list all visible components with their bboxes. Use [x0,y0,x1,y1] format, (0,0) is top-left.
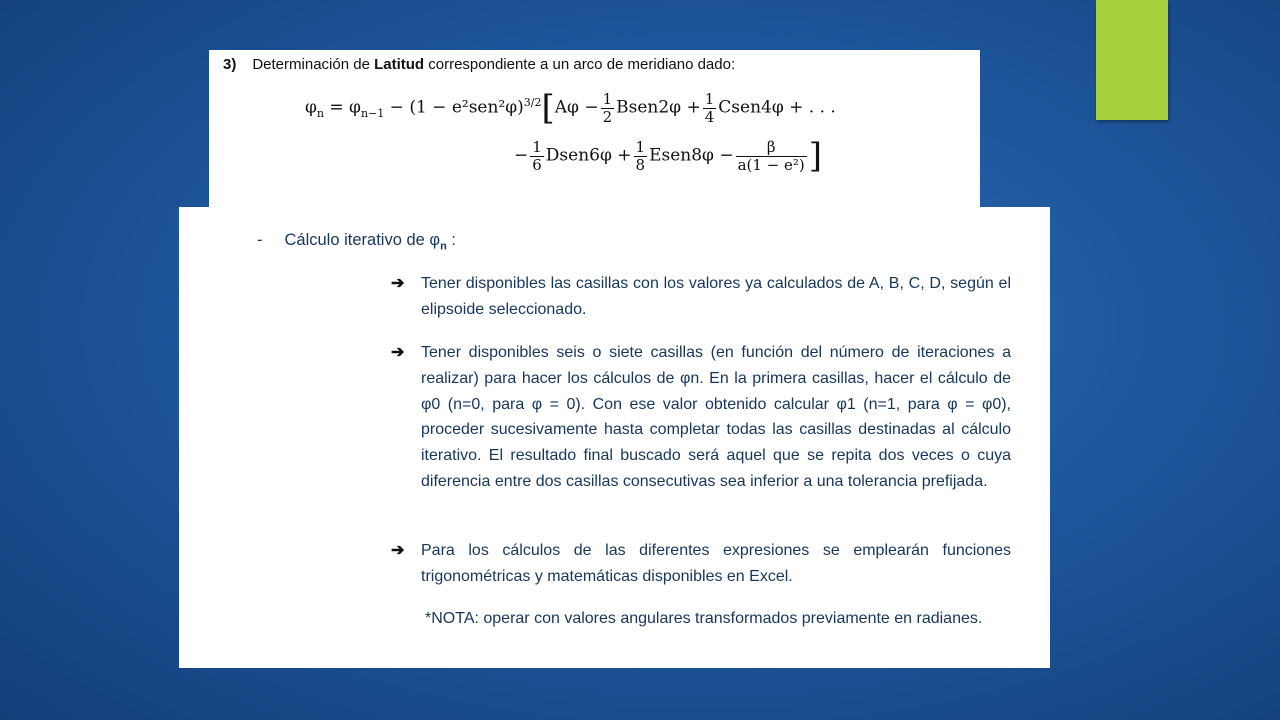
bullet-1 [391,271,1011,323]
note-text: *NOTA: operar con valores angulares transformados previamente en radianes. [425,610,983,627]
bullet-3 [391,538,1011,590]
heading-post: correspondiente a un arco de meridiano dado: [424,56,736,73]
term-b: Bsen2φ + [616,97,701,118]
dash-marker: - [257,231,263,249]
term-c: Csen4φ + . . . [718,97,836,118]
formula-factor-sup: 3/2 [523,95,542,109]
term-e: Esen8φ − [649,145,734,166]
term-a: Aφ − [554,97,599,118]
fraction-2: $\frac{1}{4}$ [704,89,715,126]
bullet-2 [391,340,1011,495]
heading-pre: Determinación de [252,56,375,73]
arrow-right-icon: ➔ [391,344,405,361]
fraction-1: $\frac{1}{2}$ [602,89,613,126]
formula-eq-sub: n−1 [360,106,385,120]
fraction-4: $\frac{1}{8}$ [635,137,646,174]
section-heading [223,56,735,73]
text-image-panel [179,207,1050,668]
accent-bar [1096,0,1168,120]
bullet-2-text: Tener disponibles seis o siete casillas (en función del número de iteraciones a realizar) para hacer los cálculos de φn. En la primera casillas, hacer el cálculo de φ0 (n=0, para φ = 0). Con ese valor obtenido calcular φ1 (n=1, para φ = φ0), proceder sucesivamente hasta completar todas las casillas destinadas al cálculo iterativo. El resultado final buscado será aquel que se repita dos veces o cuya diferencia entre dos casillas consecutivas sea inferior a una tolerancia prefijada. [421,344,1011,490]
fraction-5: $\frac{\beta}{\text{a(1 − e²)}}$ [737,137,805,174]
bullet-1-text: Tener disponibles las casillas con los valores ya calculados de A, B, C, D, según el elipsoide seleccionado. [421,275,1011,318]
heading-bold: Latitud [374,56,425,73]
formula-eq: = φ [324,97,361,118]
arrow-right-icon: ➔ [391,542,405,559]
item-label: Cálculo iterativo de φ [284,231,441,249]
formula-line-1: $\varphi_n = \varphi_{n-1} - (1 - e^2sen^2\varphi)^{3/2}[A\varphi$ − $\frac{1}{2}$ Bsen2φ + $\frac{1}{4}$ Csen4φ + . . . [305,88,836,128]
item-label-sub: n [440,240,447,253]
fraction-3: $\frac{1}{6}$ [532,137,542,174]
section-number: 3) [223,56,237,73]
formula-factor: − (1 − e²sen²φ) [384,97,524,118]
term-d: Dsen6φ + [545,145,632,166]
formula-lhs-sub: n [316,106,324,120]
bullet-3-text: Para los cálculos de las diferentes expresiones se emplearán funciones trigonométricas y matemáticas disponibles en Excel. [421,542,1011,585]
iterative-calc-item [257,231,456,252]
formula-lhs: φ [305,97,317,118]
formula-sign: − [514,145,529,166]
arrow-right-icon: ➔ [391,275,405,292]
formula-image-panel [209,50,980,207]
formula-line-2: − $\frac{1}{6}$ Dsen6φ + $\frac{1}{8}$ Esen8φ − $\frac{\beta}{\text{a(1 − e²)}}$ ] [514,136,823,176]
item-colon: : [446,231,457,249]
